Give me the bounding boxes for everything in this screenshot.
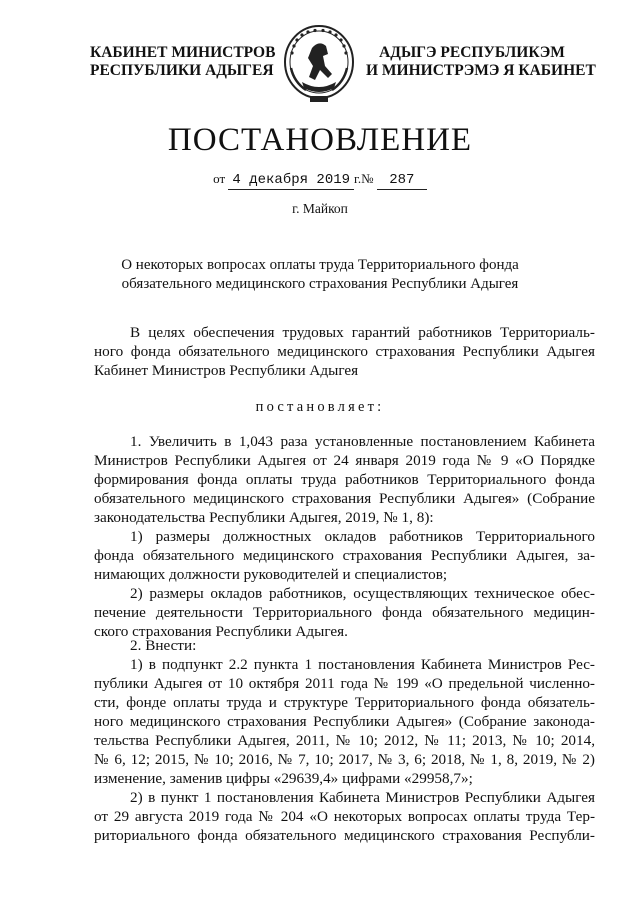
subject-line-2: обязательного медицинского страхования Республики Адыгея <box>121 276 519 292</box>
item-2-heading: 2. Внести: <box>130 637 197 654</box>
item-1-line: законодательства Республики Адыгея, 2019, № 1, 8): <box>94 509 434 526</box>
document-title: ПОСТАНОВЛЕНИЕ <box>167 122 473 158</box>
item-2 <box>94 636 595 845</box>
date-prefix: от <box>213 171 226 186</box>
subject-line-1: О некоторых вопросах оплаты труда Территориального фонда <box>121 257 519 273</box>
item-1-sub-1-line: 1) размеры должностных окладов работников Территориального <box>130 528 595 545</box>
preamble-paragraph <box>94 323 595 380</box>
coat-of-arms-emblem-icon <box>282 22 356 106</box>
item-2-sub-1-line: сти, фонде оплаты труда и структуре Территориального фонда обязатель- <box>94 694 595 711</box>
preamble-line: В целях обеспечения трудовых гарантий работников Территориаль- <box>130 324 595 341</box>
item-1-sub-2-line: ского страхования Республики Адыгея. <box>94 623 348 640</box>
issuer-ady-line-2: И МИНИСТРЭМЭ Я КАБИНЕТ <box>366 62 596 79</box>
issuer-name-russian <box>90 44 276 80</box>
item-2-sub-2-line: 2) в пункт 1 постановления Кабинета Министров Республики Адыгея <box>130 789 595 806</box>
document-number: 287 <box>377 171 427 190</box>
item-1-sub-2-line: печение деятельности Территориального фонда обязательного медицин- <box>94 604 595 621</box>
item-1-line: 1. Увеличить в 1,043 раза установленные постановлением Кабинета <box>130 433 595 450</box>
item-1-line: обязательного медицинского страхования Республики Адыгея» (Собрание <box>94 490 595 507</box>
item-2-sub-1-line: тельства Республики Адыгея, 2011, № 10; 2012, № 11; 2013, № 10; 2014, <box>94 732 595 749</box>
date-number-line <box>0 170 640 190</box>
item-2-sub-1-line: изменение, заменив цифры «29639,4» цифрами «29958,7»; <box>94 770 473 787</box>
preamble-line: Кабинет Министров Республики Адыгея <box>94 362 359 379</box>
year-suffix: г. <box>354 171 362 186</box>
preamble-line: ного фонда обязательного медицинского страхования Республики Адыгея <box>94 343 595 360</box>
issuer-ru-line-1: КАБИНЕТ МИНИСТРОВ <box>90 44 276 61</box>
issuer-ady-line-1: АДЫГЭ РЕСПУБЛИКЭМ <box>379 44 565 61</box>
resolves-heading: постановляет: <box>255 399 385 415</box>
item-1-line: формирования фонда оплаты труда работников Территориального фонда <box>94 471 595 488</box>
document-subject <box>0 256 640 294</box>
item-1 <box>94 432 595 641</box>
number-label: № <box>361 171 374 186</box>
item-2-sub-2-line: риториального фонда обязательного медицинского страхования Республи- <box>94 827 595 844</box>
item-2-sub-1-line: публики Адыгея от 10 октября 2011 года № 199 «О предельной численно- <box>94 675 595 692</box>
city-line: г. Майкоп <box>292 201 348 216</box>
item-2-sub-1-line: 1) в подпункт 2.2 пункта 1 постановления Кабинета Министров Рес- <box>130 656 595 673</box>
item-2-sub-1-line: № 6, 12; 2015, № 10; 2016, № 7, 10; 2017, № 3, 6; 2018, № 1, 8, 2019, № 2) <box>94 751 595 768</box>
item-1-sub-1-line: нимающих должности руководителей и специалистов; <box>94 566 448 583</box>
document-date: 4 декабря 2019 <box>228 171 354 190</box>
item-1-sub-2-line: 2) размеры окладов работников, осуществляющих техническое обес- <box>130 585 595 602</box>
item-2-sub-1-line: ного медицинского страхования Республики Адыгея» (Собрание законода- <box>94 713 595 730</box>
item-2-sub-2-line: от 29 августа 2019 года № 204 «О некоторых вопросах оплаты труда Тер- <box>94 808 595 825</box>
issuer-name-adyghe <box>366 44 596 80</box>
item-1-line: Министров Республики Адыгея от 24 января 2019 года № 9 «О Порядке <box>94 452 595 469</box>
issuer-ru-line-2: РЕСПУБЛИКИ АДЫГЕЯ <box>90 62 274 79</box>
item-1-sub-1-line: фонда обязательного медицинского страхования Республики Адыгея, за- <box>94 547 595 564</box>
